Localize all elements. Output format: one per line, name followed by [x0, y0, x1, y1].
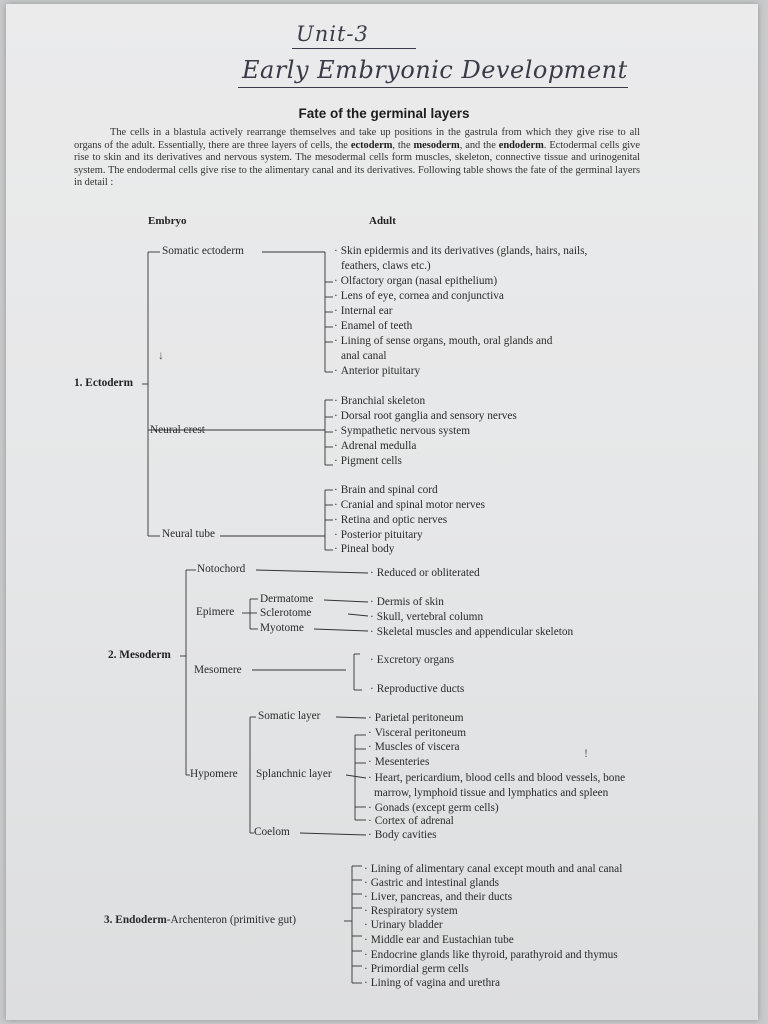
page-heading: Fate of the germinal layers — [298, 106, 470, 121]
list-item: marrow, lymphoid tissue and lymphatics and spleen — [374, 787, 609, 799]
list-item: · Adrenal medulla — [334, 440, 417, 452]
splanchnic-layer-label: Splanchnic layer — [256, 768, 332, 780]
neural-crest-label: Neural crest — [150, 424, 205, 436]
list-item: · Endocrine glands like thyroid, parathyroid and thymus — [364, 949, 618, 961]
mesomere-fate: · Reproductive ducts — [370, 683, 465, 695]
list-item: · Pigment cells — [334, 455, 402, 467]
list-item: anal canal — [341, 350, 387, 362]
list-item: · Lining of vagina and urethra — [364, 977, 501, 989]
list-item: · Enamel of teeth — [334, 320, 413, 332]
list-item: feathers, claws etc.) — [341, 260, 431, 272]
list-item: · Middle ear and Eustachian tube — [364, 934, 514, 946]
list-item: · Respiratory system — [364, 905, 458, 917]
endoderm-label: 3. Endoderm-Archenteron (primitive gut) — [104, 914, 297, 926]
column-embryo: Embryo — [148, 215, 187, 227]
term-ectoderm: ectoderm — [350, 139, 393, 151]
list-item: · Sympathetic nervous system — [334, 425, 471, 437]
intro-paragraph: The cells in a blastula actively rearrange themselves and take up positions in the gastrula from which they give rise to all organs of the adult. Essentially, there are three layers of cells, the ectoderm, the mesoderm, and the endoderm. Ectodermal cells give rise to skin and its derivatives and nervous system. The mesodermal cells form muscles, skeleton, connective tissue and urinogenital system. The endodermal cells give rise to the alimentary canal and its derivatives. Following table shows the fate of the germinal layers in detail : — [74, 127, 640, 189]
handwritten-topic: Early Embryonic Development — [242, 56, 628, 84]
list-item: · Internal ear — [334, 305, 393, 317]
list-item: · Branchial skeleton — [334, 395, 426, 407]
pen-mark: ↓ — [158, 348, 164, 362]
term-mesoderm: mesoderm — [413, 139, 460, 151]
epimere-label: Epimere — [196, 606, 235, 618]
sclerotome-label: Sclerotome — [260, 607, 312, 619]
mesomere-fate: · Excretory organs — [370, 654, 455, 666]
list-item: · Gastric and intestinal glands — [364, 877, 500, 889]
term-endoderm: endoderm — [498, 139, 544, 151]
list-item: · Skin epidermis and its derivatives (glands, hairs, nails, — [334, 245, 588, 257]
list-item: · Lens of eye, cornea and conjunctiva — [334, 290, 504, 302]
hypomere-label: Hypomere — [190, 768, 238, 780]
handwritten-unit: Unit-3 — [296, 22, 369, 46]
list-item: · Dorsal root ganglia and sensory nerves — [334, 410, 517, 422]
notochord-label: Notochord — [197, 563, 246, 575]
somatic-layer-label: Somatic layer — [258, 710, 321, 722]
coelom-fate: · Body cavities — [368, 829, 437, 841]
dermatome-fate: · Dermis of skin — [370, 596, 444, 608]
dermatome-label: Dermatome — [260, 593, 314, 605]
sclerotome-fate: · Skull, vertebral column — [370, 611, 484, 623]
neural-tube-label: Neural tube — [162, 528, 216, 540]
list-item: · Urinary bladder — [364, 919, 443, 931]
myotome-fate: · Skeletal muscles and appendicular skeleton — [370, 626, 574, 638]
coelom-label: Coelom — [254, 826, 290, 838]
mesoderm-label: 2. Mesoderm — [108, 649, 171, 661]
list-item: · Anterior pituitary — [334, 365, 421, 377]
list-item: · Retina and optic nerves — [334, 514, 448, 526]
column-adult: Adult — [369, 215, 396, 227]
list-item: · Gonads (except germ cells) — [368, 802, 499, 814]
myotome-label: Myotome — [260, 622, 304, 634]
list-item: · Olfactory organ (nasal epithelium) — [334, 275, 498, 287]
notochord-fate: · Reduced or obliterated — [370, 567, 480, 579]
mesomere-label: Mesomere — [194, 664, 242, 676]
list-item: · Mesenteries — [368, 756, 430, 768]
list-item: · Lining of alimentary canal except mouth and anal canal — [364, 863, 623, 875]
list-item: · Muscles of viscera — [368, 741, 460, 753]
list-item: · Visceral peritoneum — [368, 727, 466, 739]
list-item: · Liver, pancreas, and their ducts — [364, 891, 513, 903]
somatic-ectoderm-label: Somatic ectoderm — [162, 245, 244, 257]
list-item: · Heart, pericardium, blood cells and blood vessels, bone — [368, 772, 626, 784]
list-item: · Brain and spinal cord — [334, 484, 438, 496]
ectoderm-label: 1. Ectoderm — [74, 377, 133, 389]
list-item: · Cranial and spinal motor nerves — [334, 499, 486, 511]
list-item: · Cortex of adrenal — [368, 815, 454, 827]
pen-mark: ! — [584, 746, 588, 760]
list-item: · Lining of sense organs, mouth, oral glands and — [334, 335, 553, 347]
list-item: · Primordial germ cells — [364, 963, 469, 975]
list-item: · Posterior pituitary — [334, 529, 423, 541]
somatic-layer-fate: · Parietal peritoneum — [368, 712, 464, 724]
list-item: · Pineal body — [334, 543, 395, 555]
